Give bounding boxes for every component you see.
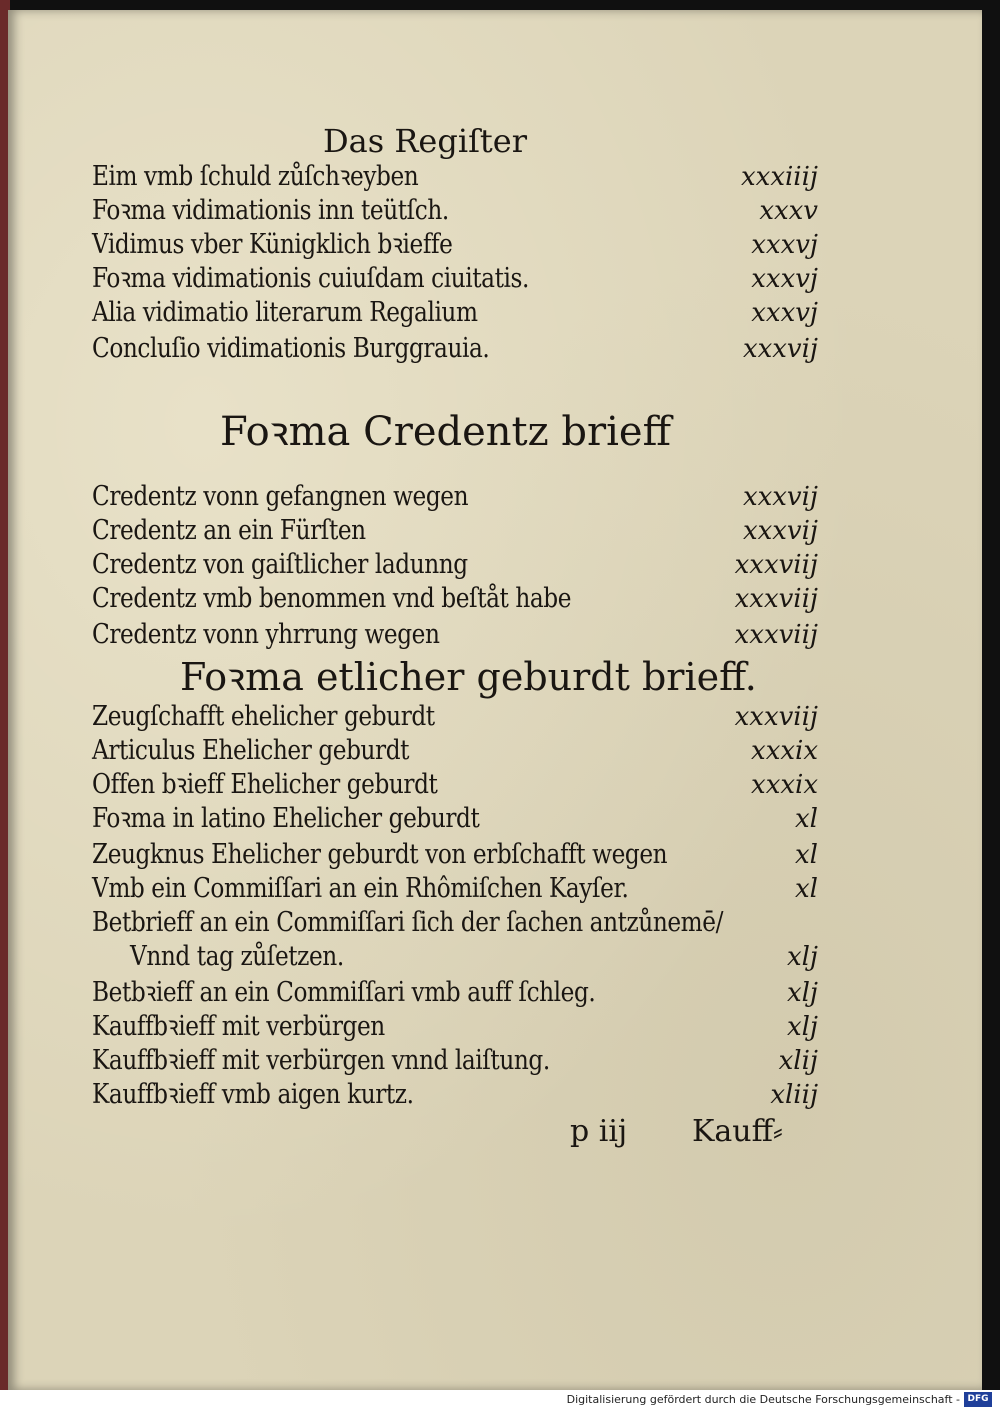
catchword: Kauff⸗ (692, 1114, 783, 1149)
register-entry (92, 262, 818, 296)
register-entry (92, 838, 818, 872)
folio-number: xxxvj (751, 230, 818, 260)
folio-number: xlj (786, 1012, 818, 1042)
section-title: Foꝛma Credentz brieff (220, 409, 672, 455)
entry-title: Kauffbꝛieff mit verbürgen vnnd laiſtung. (92, 1045, 550, 1076)
folio-number: xxxix (751, 736, 818, 766)
entry-title: Offen bꝛieff Ehelicher geburdt (92, 769, 438, 800)
entry-title: Zeugſchafft ehelicher geburdt (92, 701, 435, 732)
folio-number: xl (795, 804, 818, 834)
folio-number: xxxiiij (741, 162, 818, 192)
entry-title: Foꝛma vidimationis cuiuſdam ciuitatis. (92, 263, 529, 294)
dfg-logo: DFG (964, 1392, 992, 1407)
folio-number: xxxviij (734, 702, 818, 732)
folio-number: xxxvj (751, 298, 818, 328)
entry-title: Zeugknus Ehelicher geburdt von erbſchafft wegen (92, 839, 668, 870)
entry-title: Alia vidimatio literarum Regalium (92, 297, 478, 328)
folio-number: xxxix (751, 770, 818, 800)
register-entry (92, 548, 818, 582)
entry-title: Foꝛma vidimationis inn teütſch. (92, 195, 449, 226)
entry-title: Vidimus vber Künigklich bꝛieffe (92, 229, 453, 260)
entry-title: Credentz vonn yhrrung wegen (92, 619, 440, 650)
register-entry (92, 1078, 818, 1112)
register-entry (92, 1044, 818, 1078)
register-entry (92, 582, 818, 616)
folio-number: xlj (786, 942, 818, 972)
register-entry (92, 768, 818, 802)
entry-title: Concluſio vidimationis Burggrauia. (92, 333, 490, 364)
folio-number: xl (795, 840, 818, 870)
folio-number: xxxviij (734, 584, 818, 614)
folio-number: xlj (786, 978, 818, 1008)
footer-bar (0, 1390, 1000, 1411)
folio-number: xxxv (759, 196, 818, 226)
entry-title: Vnnd tag zůſetzen. (130, 941, 344, 972)
entry-title: Vmb ein Commiſſari an ein Rhômiſchen Kayſer. (92, 873, 629, 904)
folio-number: xl (795, 874, 818, 904)
section-title: Foꝛma etlicher geburdt brieff. (180, 655, 757, 699)
folio-number: xliij (770, 1080, 818, 1110)
folio-number: xxxviij (734, 550, 818, 580)
entry-title: Credentz vonn gefangnen wegen (92, 481, 469, 512)
folio-number: xxxvij (742, 334, 818, 364)
register-entry (92, 480, 818, 514)
register-entry (92, 228, 818, 262)
entry-title: Betbrieff an ein Commiſſari ſich der ſachen antzůnemē/ (92, 907, 723, 938)
folio-number: xxxvij (742, 482, 818, 512)
funding-credit: Digitalisierung gefördert durch die Deutsche Forschungsgemeinschaft - (566, 1393, 960, 1406)
register-entry (92, 618, 818, 652)
entry-title: Credentz an ein Fürſten (92, 515, 366, 546)
register-entry (92, 802, 818, 836)
entry-title: Betbꝛieff an ein Commiſſari vmb auff ſchleg. (92, 977, 596, 1008)
register-entry (92, 1010, 818, 1044)
register-entry-continuation (92, 940, 818, 974)
register-entry (92, 872, 818, 906)
entry-title: Articulus Ehelicher geburdt (92, 735, 410, 766)
register-entry (92, 700, 818, 734)
running-head: Das Regiſter (323, 122, 528, 160)
register-entry (92, 514, 818, 548)
entry-title: Kauffbꝛieff mit verbürgen (92, 1011, 385, 1042)
folio-number: xxxvj (751, 264, 818, 294)
register-entry (92, 296, 818, 330)
entry-title: Credentz vmb benommen vnd beſtåt habe (92, 583, 572, 614)
register-entry (92, 976, 818, 1010)
signature-mark: p iij (570, 1114, 628, 1149)
entry-title: Kauffbꝛieff vmb aigen kurtz. (92, 1079, 414, 1110)
register-entry (92, 194, 818, 228)
register-entry (92, 906, 818, 940)
entry-title: Foꝛma in latino Ehelicher geburdt (92, 803, 480, 834)
folio-number: xxxvij (742, 516, 818, 546)
book-page (8, 10, 982, 1390)
entry-title: Eim vmb ſchuld zůſchꝛeyben (92, 161, 419, 192)
register-entry (92, 160, 818, 194)
register-entry (92, 332, 818, 366)
folio-number: xxxviij (734, 620, 818, 650)
entry-title: Credentz von gaiſtlicher ladunng (92, 549, 468, 580)
folio-number: xlij (778, 1046, 818, 1076)
register-entry (92, 734, 818, 768)
